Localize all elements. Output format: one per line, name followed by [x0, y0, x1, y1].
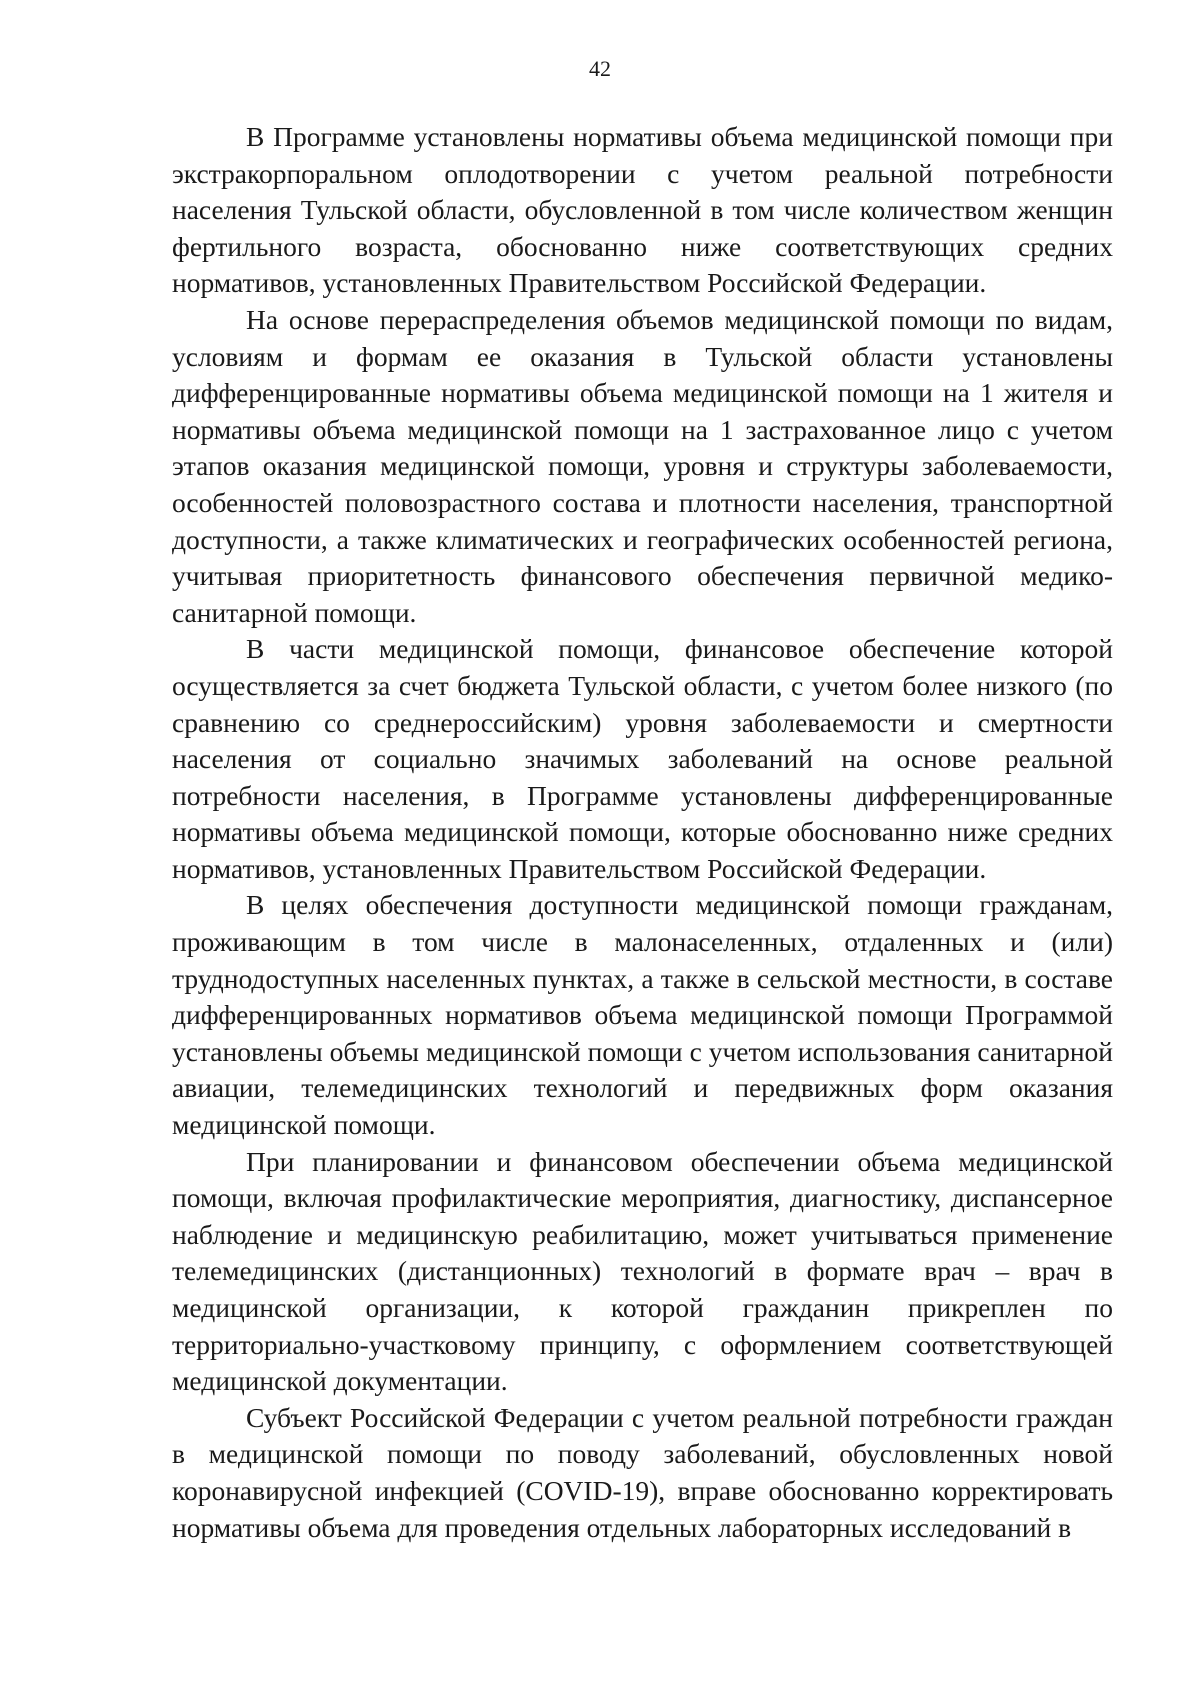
paragraph-covid-correction: Субъект Российской Федерации с учетом реальной потребности граждан в медицинской помощи по поводу заболеваний, обусловленных новой коронавирусной инфекцией (COVID-19), вправе обоснованно корректировать нормативы объема для проведения отдельных лабораторных исследований в: [172, 1401, 1113, 1543]
paragraph-regional-budget: В части медицинской помощи, финансовое обеспечение которой осуществляется за счет бюджета Тульской области, с учетом более низкого (по сравнению со среднероссийским) уровня заболеваемости и смертности населения от социально значимых заболеваний на основе реальной потребности населения, в Программе установлены дифференцированные нормативы объема медицинской помощи, которые обоснованно ниже средних нормативов, установленных Правительством Российской Федерации.: [172, 633, 1113, 884]
paragraph-telemedicine: При планировании и финансовом обеспечении объема медицинской помощи, включая профилактические мероприятия, диагностику, диспансерное наблюдение и медицинскую реабилитацию, может учитываться применение телемедицинских (дистанционных) технологий в формате врач – врач в медицинской организации, к которой гражданин прикреплен по территориально-участковому принципу, с оформлением соответствующей медицинской документации.: [172, 1145, 1113, 1397]
paragraph-accessibility: В целях обеспечения доступности медицинской помощи гражданам, проживающим в том числе в малонаселенных, отдаленных и (или) труднодоступных населенных пунктах, а также в сельской местности, в составе дифференцированных нормативов объема медицинской помощи Программой установлены объемы медицинской помощи с учетом использования санитарной авиации, телемедицинских технологий и передвижных форм оказания медицинской помощи.: [172, 889, 1113, 1141]
document-body: [172, 119, 1113, 1546]
page-number: 42: [589, 56, 611, 81]
paragraph-ivf-norms: В Программе установлены нормативы объема медицинской помощи при экстракорпоральном оплодотворении с учетом реальной потребности населения Тульской области, обусловленной в том числе количеством женщин фертильного возраста, обоснованно ниже соответствующих средних нормативов, установленных Правительством Российской Федерации.: [172, 121, 1113, 299]
paragraph-differentiated-norms: На основе перераспределения объемов медицинской помощи по видам, условиям и формам ее оказания в Тульской области установлены дифференцированные нормативы объема медицинской помощи на 1 жителя и нормативы объема медицинской помощи на 1 застрахованное лицо с учетом этапов оказания медицинской помощи, уровня и структуры заболеваемости, особенностей половозрастного состава и плотности населения, транспортной доступности, а также климатических и географических особенностей региона, учитывая приоритетность финансового обеспечения первичной медико-санитарной помощи.: [172, 303, 1113, 628]
